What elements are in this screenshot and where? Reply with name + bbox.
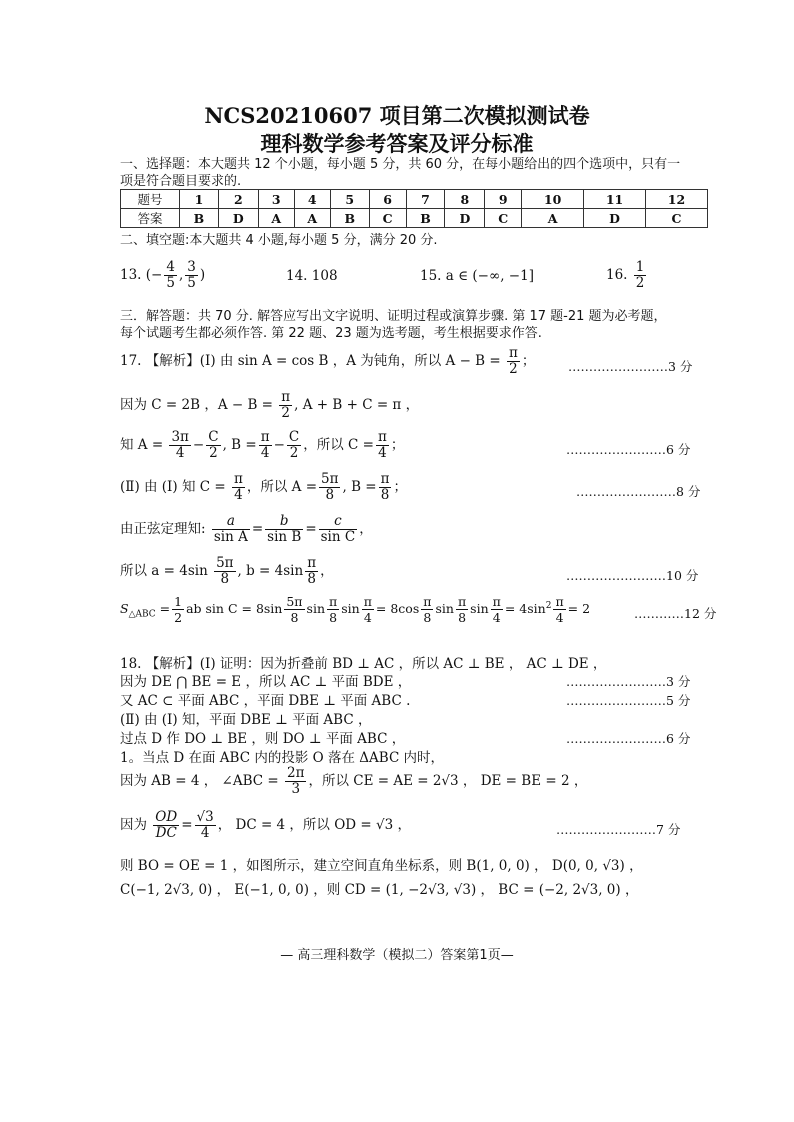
- table-cell: D: [584, 209, 646, 228]
- part3-intro: 三．解答题：共 70 分. 解答应写出文字说明、证明过程或演算步骤. 第 17 题-21 题为必考题， 每个试题考生都必须作答. 第 22 题、23 题为选考题，考生根据要求作答.: [120, 309, 667, 341]
- fill-q15: 15. a ∈ (−∞, −1]: [420, 268, 534, 284]
- score-mark: ……………………8 分: [576, 484, 701, 499]
- table-cell: 3: [258, 190, 294, 209]
- q17-line1: 17. 【解析】(Ⅰ) 由 sin A = cos B ，A 为钝角，所以 A − B = $\frac{\pi}{2}$ ；: [120, 345, 536, 377]
- q17-line2: 因为 C = 2B ，A − B = $\frac{\pi}{2}$ , A + B + C = π ，: [120, 389, 420, 421]
- page-subtitle: 理科数学参考答案及评分标准: [260, 131, 534, 156]
- table-cell: B: [180, 209, 219, 228]
- page-title: NCS20210607 项目第二次模拟测试卷: [204, 103, 590, 128]
- score-mark: ……………………3 分: [566, 674, 691, 689]
- fill-q16: 16. $\frac{1}{2}$: [606, 259, 645, 291]
- score-mark: …………12 分: [634, 606, 717, 621]
- part2-intro: 二、填空题:本大题共 4 小题,每小题 5 分，满分 20 分.: [120, 233, 438, 248]
- q17-line5: 由正弦定理知: $\frac{a}{\text{sin A}}$ = $\frac{b}{\text{sin B}}$ = $\frac{c}{\text{sin C}}$ ，: [120, 513, 373, 545]
- fill-q14: 14. 108: [286, 268, 338, 284]
- table-cell: 10: [522, 190, 584, 209]
- q18-line10: C(−1, 2√3, 0) ， E(−1, 0, 0) ，则 CD = (1, −2√3, √3) ， BC = (−2, 2√3, 0) ，: [120, 882, 639, 898]
- q18-line2: 因为 DE ⋂ BE = E ，所以 AC ⊥ 平面 BDE ，: [120, 674, 412, 690]
- table-cell: D: [445, 209, 485, 228]
- score-mark: ……………………7 分: [556, 822, 681, 837]
- table-cell: C: [369, 209, 406, 228]
- table-cell: C: [485, 209, 522, 228]
- table-cell: 6: [369, 190, 406, 209]
- score-mark: ……………………5 分: [566, 693, 691, 708]
- q18-line6: 1。当点 D 在面 ABC 内的投影 O 落在 ΔABC 内时，: [120, 750, 445, 766]
- table-cell: 5: [330, 190, 369, 209]
- table-cell: C: [645, 209, 707, 228]
- table-cell: A: [294, 209, 330, 228]
- score-mark: ……………………3 分: [568, 359, 693, 374]
- table-cell: A: [522, 209, 584, 228]
- fill-q13: 13. (− $\frac{4}{5}$ , $\frac{3}{5}$ ): [120, 259, 206, 291]
- q18-line3: 又 AC ⊂ 平面 ABC ，平面 DBE ⊥ 平面 ABC .: [120, 693, 411, 709]
- table-cell: A: [258, 209, 294, 228]
- q18-line5: 过点 D 作 DO ⊥ BE ，则 DO ⊥ 平面 ABC ，: [120, 731, 406, 747]
- table-cell: D: [218, 209, 258, 228]
- q17-line7: $S_{\triangle ABC}$ = $\frac{1}{2}$ ab sin C = 8sin $\frac{5\pi}{8}$ sin $\frac{\pi}{8}$ sin $\frac{\pi}{4}$ = 8cos $\frac{\pi}{8}$ sin $\frac{\pi}{8}$ sin $\frac{\pi}{4}$ = $4\sin^2$ $\frac{\pi}{4}$ = 2: [120, 594, 591, 625]
- q18-line7: 因为 AB = 4 ， ∠ABC = $\frac{2\pi}{3}$ ，所以 CE = AE = 2√3 ， DE = BE = 2 ，: [120, 765, 588, 797]
- row-label-number: 题号: [121, 190, 180, 209]
- score-mark: ……………………6 分: [566, 731, 691, 746]
- table-cell: 2: [218, 190, 258, 209]
- table-cell: 9: [485, 190, 522, 209]
- page-footer: — 高三理科数学（模拟二）答案第1页—: [280, 948, 514, 963]
- table-cell: B: [406, 209, 445, 228]
- row-label-answer: 答案: [121, 209, 180, 228]
- part1-intro: 一、选择题：本大题共 12 个小题，每小题 5 分，共 60 分，在每小题给出的四个选项中，只有一 项是符合题目要求的.: [120, 157, 681, 189]
- answer-table: [120, 189, 708, 228]
- score-mark: ……………………10 分: [566, 568, 699, 583]
- q18-line1: 18. 【解析】(Ⅰ) 证明：因为折叠前 BD ⊥ AC ，所以 AC ⊥ BE ， AC ⊥ DE ，: [120, 656, 607, 672]
- table-cell: 7: [406, 190, 445, 209]
- table-row-answers: [121, 209, 708, 228]
- q18-line9: 则 BO = OE = 1 ，如图所示，建立空间直角坐标系，则 B(1, 0, 0) ， D(0, 0, √3) ，: [120, 858, 643, 874]
- q17-line4: (Ⅱ) 由 (Ⅰ) 知 C = $\frac{\pi}{4}$ ，所以 A = $\frac{5\pi}{8}$ , B = $\frac{\pi}{8}$ ；: [120, 471, 407, 503]
- q18-line8: 因为 $\frac{OD}{DC}$ = $\frac{√3}{4}$ ， DC = 4 ，所以 OD = √3 ，: [120, 809, 411, 841]
- table-row-numbers: [121, 190, 708, 209]
- score-mark: ……………………6 分: [566, 442, 691, 457]
- table-cell: B: [330, 209, 369, 228]
- q17-line6: 所以 a = 4sin $\frac{5\pi}{8}$ , b = 4sin $\frac{\pi}{8}$ ，: [120, 555, 334, 587]
- table-cell: 12: [645, 190, 707, 209]
- table-cell: 11: [584, 190, 646, 209]
- table-cell: 4: [294, 190, 330, 209]
- table-cell: 8: [445, 190, 485, 209]
- q18-line4: (Ⅱ) 由 (Ⅰ) 知，平面 DBE ⊥ 平面 ABC ，: [120, 712, 372, 728]
- q17-line3: 知 A = $\frac{3\pi}{4}$ − $\frac{C}{2}$ , B = $\frac{\pi}{4}$ − $\frac{C}{2}$ ，所以 C = $\frac{\pi}{4}$ ；: [120, 429, 405, 461]
- table-cell: 1: [180, 190, 219, 209]
